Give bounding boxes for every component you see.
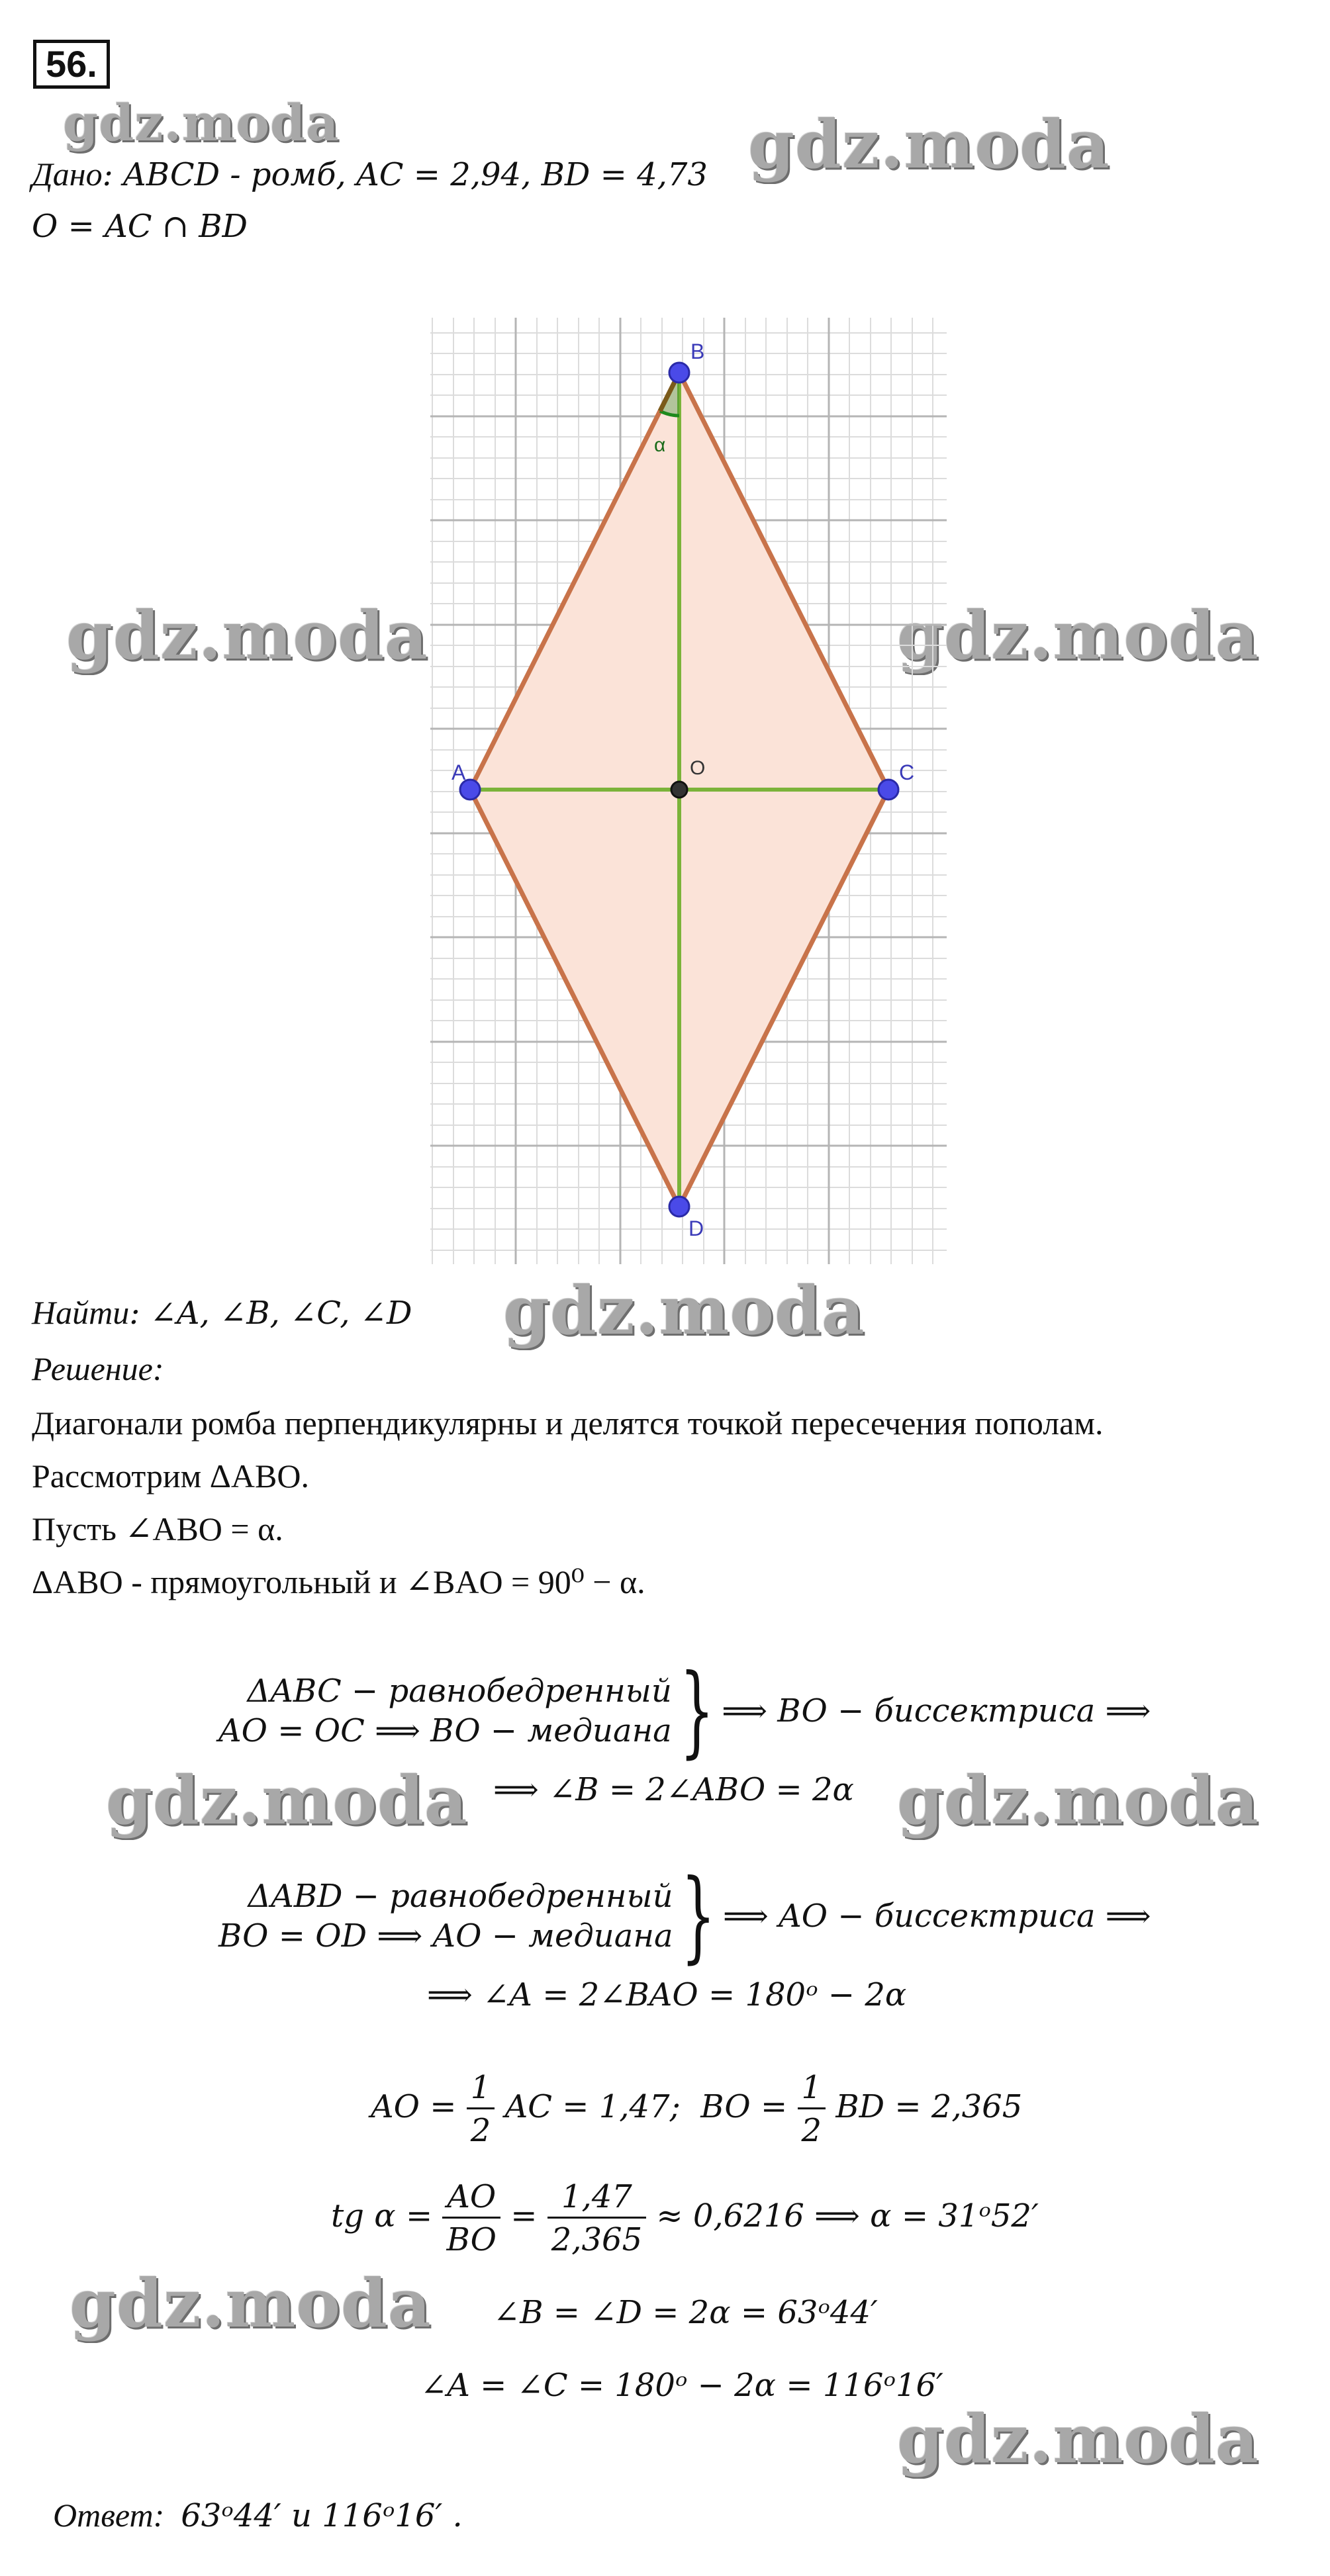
- problem-number: 56.: [33, 40, 110, 89]
- block2-row-2: BO = OD ⟹ AO − медиана: [218, 1917, 673, 1955]
- block2-conclusion: ⟹ ∠A = 2∠BAO = 180ᵒ − 2α: [427, 1976, 907, 2013]
- find-line: [32, 1294, 412, 1332]
- tangent-line: [331, 2178, 1039, 2258]
- bo-right: BD = 2,365: [835, 2088, 1023, 2125]
- vertex-d: [669, 1197, 689, 1217]
- find-label: Найти: [32, 1294, 130, 1331]
- label-d: D: [689, 1217, 704, 1240]
- label-c: C: [899, 760, 915, 784]
- ao-right: AC = 1,47;: [504, 2088, 681, 2125]
- result-b-d: ∠B = ∠D = 2α = 63ᵒ44′: [493, 2294, 878, 2331]
- watermark: gdz.moda: [63, 93, 340, 152]
- bo-left: BO =: [700, 2088, 788, 2125]
- ao-left: AO =: [371, 2088, 457, 2125]
- label-o: O: [690, 757, 706, 779]
- point-o: [671, 782, 687, 798]
- solution-line-3: Пусть ∠ABO = α.: [32, 1510, 283, 1547]
- answer-line: [53, 2499, 463, 2532]
- result-a-c: ∠A = ∠C = 180ᵒ − 2α = 116ᵒ16′: [420, 2367, 943, 2404]
- block1-row-2: AO = OC ⟹ BO − медиана: [218, 1712, 672, 1749]
- block2-row-1: ΔABD − равнобедренный: [248, 1878, 673, 1915]
- derivation-block-2: [218, 1859, 1151, 1974]
- vertex-b: [669, 363, 689, 383]
- solution-line-1: Диагонали ромба перпендикулярны и делятся точкой пересечения пополам.: [32, 1404, 1104, 1442]
- watermark: gdz.moda: [897, 2400, 1259, 2478]
- watermark: gdz.moda: [106, 1761, 468, 1839]
- given-label: Дано: [32, 156, 103, 193]
- watermark: gdz.moda: [748, 105, 1110, 183]
- watermark: gdz.moda: [66, 596, 428, 674]
- watermark: gdz.moda: [897, 596, 1259, 674]
- solution-line-2: Рассмотрим ΔABO.: [32, 1457, 309, 1495]
- answer-label: Ответ:: [53, 2497, 165, 2534]
- tangent-left: tg α =: [331, 2197, 433, 2234]
- solution-line-4: ΔABO - прямоугольный и ∠BAO = 90⁰ − α.: [32, 1563, 645, 1600]
- rhombus-figure: [424, 311, 953, 1271]
- block2-rhs: ⟹ AO − биссектриса ⟹: [723, 1898, 1151, 1935]
- given-line-2: O = AC ∩ BD: [32, 208, 248, 245]
- block1-rhs: ⟹ BO − биссектриса ⟹: [722, 1692, 1151, 1729]
- block1-row-1: ΔABC − равнобедренный: [247, 1673, 672, 1710]
- answer-text: 63ᵒ44′ и 116ᵒ16′ .: [181, 2497, 463, 2534]
- label-a: A: [451, 760, 466, 784]
- watermark: gdz.moda: [897, 1761, 1259, 1839]
- solution-label: Решение:: [32, 1350, 164, 1387]
- find-text: : ∠A, ∠B, ∠C, ∠D: [129, 1295, 412, 1332]
- given-line-1: [32, 158, 708, 191]
- equals: =: [510, 2197, 538, 2234]
- label-b: B: [690, 340, 705, 363]
- fraction-values: $\frac{1,47}{2,365}$: [547, 2181, 646, 2256]
- fraction-ao-bo: $\frac{AO}{BO}$: [442, 2181, 500, 2256]
- right-brace: }: [679, 1653, 714, 1769]
- angle-label: α: [654, 434, 666, 456]
- vertex-c: [879, 780, 898, 800]
- given-text: : ABCD - ромб, AC = 2,94, BD = 4,73: [102, 156, 708, 193]
- fraction-half: $\frac{1}{2}$: [467, 2072, 495, 2146]
- halves-line: [371, 2069, 1023, 2149]
- watermark: gdz.moda: [503, 1271, 865, 1350]
- block1-conclusion: ⟹ ∠B = 2∠ABO = 2α: [493, 1771, 854, 1808]
- tangent-right: ≈ 0,6216 ⟹ α = 31ᵒ52′: [656, 2197, 1039, 2234]
- derivation-block-1: [218, 1653, 1151, 1769]
- right-brace: }: [681, 1859, 716, 1974]
- watermark: gdz.moda: [70, 2264, 432, 2342]
- fraction-half: $\frac{1}{2}$: [798, 2072, 826, 2146]
